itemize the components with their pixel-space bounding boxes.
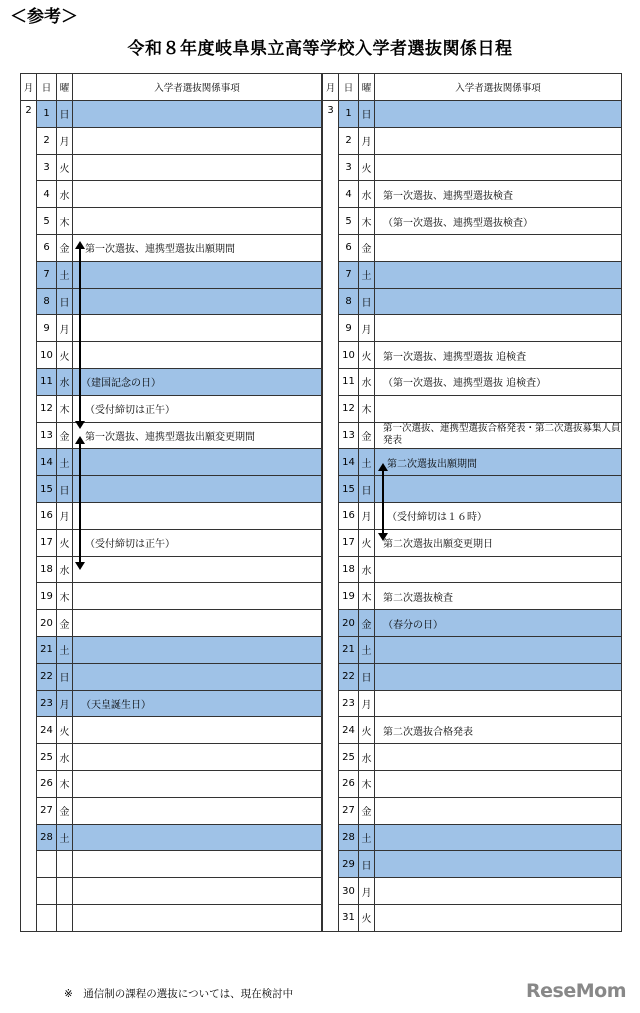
table-row <box>323 127 622 154</box>
month-cell: 3 <box>323 101 339 932</box>
day-cell: 4 <box>339 181 359 208</box>
day-cell: 18 <box>339 556 359 583</box>
day-cell: 9 <box>37 315 57 342</box>
table-row <box>21 770 322 797</box>
weekday-cell: 金 <box>57 234 73 261</box>
day-cell: 15 <box>37 476 57 503</box>
event-cell <box>375 154 622 181</box>
table-row <box>323 502 622 529</box>
weekday-cell: 水 <box>359 181 375 208</box>
event-cell: （受付締切は正午） <box>73 529 322 556</box>
weekday-cell: 日 <box>359 101 375 128</box>
day-cell: 14 <box>339 449 359 476</box>
weekday-cell: 水 <box>57 556 73 583</box>
weekday-cell: 水 <box>57 368 73 395</box>
table-row <box>21 529 322 556</box>
table-row <box>21 101 322 128</box>
day-header: 日 <box>37 74 57 101</box>
table-row <box>323 208 622 235</box>
event-cell: （受付締切は正午） <box>73 395 322 422</box>
event-cell: （第一次選抜、連携型選抜 追検査） <box>375 368 622 395</box>
march-schedule-table <box>322 73 622 932</box>
day-cell: 10 <box>339 342 359 369</box>
table-row <box>323 851 622 878</box>
weekday-cell: 水 <box>359 368 375 395</box>
day-cell: 12 <box>37 395 57 422</box>
month-header: 月 <box>21 74 37 101</box>
event-cell: 第二次選抜出願期間 <box>375 449 622 476</box>
table-row <box>21 663 322 690</box>
day-cell: 15 <box>339 476 359 503</box>
event-cell <box>73 904 322 931</box>
day-cell: 18 <box>37 556 57 583</box>
day-cell: 10 <box>37 342 57 369</box>
footnote: ※ 通信制の課程の選抜については、現在検討中 <box>64 988 294 1000</box>
weekday-cell: 日 <box>57 288 73 315</box>
weekday-cell: 木 <box>359 395 375 422</box>
table-row <box>323 261 622 288</box>
event-cell <box>375 234 622 261</box>
day-cell: 8 <box>339 288 359 315</box>
february-schedule-table <box>20 73 322 932</box>
table-row <box>323 636 622 663</box>
event-cell <box>73 770 322 797</box>
table-row <box>323 234 622 261</box>
table-row <box>21 476 322 503</box>
event-cell: 第一次選抜、連携型選抜 追検査 <box>375 342 622 369</box>
weekday-cell: 土 <box>359 636 375 663</box>
day-cell: 3 <box>37 154 57 181</box>
event-cell <box>375 476 622 503</box>
event-cell <box>73 127 322 154</box>
table-row <box>323 395 622 422</box>
day-cell: 23 <box>37 690 57 717</box>
event-cell: 第二次選抜検査 <box>375 583 622 610</box>
day-cell: 5 <box>37 208 57 235</box>
weekday-cell: 火 <box>57 342 73 369</box>
event-cell <box>73 476 322 503</box>
table-row <box>323 904 622 931</box>
day-cell <box>37 878 57 905</box>
weekday-cell: 日 <box>57 476 73 503</box>
table-row <box>323 342 622 369</box>
table-row <box>21 368 322 395</box>
weekday-cell: 火 <box>57 154 73 181</box>
day-cell: 12 <box>339 395 359 422</box>
day-cell <box>37 851 57 878</box>
weekday-cell: 月 <box>359 315 375 342</box>
resemom-logo: ReseMom <box>526 980 626 1002</box>
event-cell <box>375 824 622 851</box>
month-header: 月 <box>323 74 339 101</box>
event-cell <box>73 342 322 369</box>
weekday-cell: 水 <box>57 181 73 208</box>
weekday-cell <box>57 878 73 905</box>
event-cell <box>73 315 322 342</box>
day-cell: 16 <box>37 502 57 529</box>
weekday-cell: 木 <box>57 395 73 422</box>
day-cell: 20 <box>37 610 57 637</box>
day-cell: 23 <box>339 690 359 717</box>
event-cell: 第一次選抜、連携型選抜検査 <box>375 181 622 208</box>
day-cell: 26 <box>37 770 57 797</box>
feb-application-period-arrow <box>74 241 86 429</box>
table-row <box>21 315 322 342</box>
weekday-cell: 金 <box>57 610 73 637</box>
table-row <box>21 610 322 637</box>
table-row <box>323 315 622 342</box>
table-row <box>21 824 322 851</box>
day-cell: 11 <box>37 368 57 395</box>
weekday-cell: 土 <box>57 261 73 288</box>
weekday-cell: 火 <box>359 904 375 931</box>
weekday-cell: 木 <box>359 583 375 610</box>
weekday-cell: 土 <box>57 636 73 663</box>
day-cell: 24 <box>37 717 57 744</box>
day-cell: 7 <box>37 261 57 288</box>
event-cell: （春分の日） <box>375 610 622 637</box>
event-cell <box>73 717 322 744</box>
event-cell <box>375 744 622 771</box>
table-row <box>323 288 622 315</box>
event-cell <box>375 261 622 288</box>
table-row <box>21 395 322 422</box>
day-cell: 22 <box>339 663 359 690</box>
day-cell: 19 <box>339 583 359 610</box>
table-row <box>323 101 622 128</box>
table-row <box>21 449 322 476</box>
table-row <box>21 422 322 449</box>
day-cell: 7 <box>339 261 359 288</box>
event-cell <box>375 315 622 342</box>
weekday-cell: 月 <box>359 878 375 905</box>
weekday-cell: 土 <box>57 824 73 851</box>
event-cell <box>73 449 322 476</box>
day-cell: 3 <box>339 154 359 181</box>
weekday-cell: 日 <box>57 663 73 690</box>
table-row <box>21 261 322 288</box>
event-cell <box>375 690 622 717</box>
day-cell: 13 <box>37 422 57 449</box>
event-cell <box>375 904 622 931</box>
weekday-cell: 日 <box>359 288 375 315</box>
table-row <box>323 717 622 744</box>
event-cell: （第一次選抜、連携型選抜検査） <box>375 208 622 235</box>
weekday-header: 曜 <box>359 74 375 101</box>
event-cell <box>375 770 622 797</box>
event-cell <box>73 744 322 771</box>
event-cell <box>73 851 322 878</box>
day-cell: 17 <box>37 529 57 556</box>
table-row <box>21 288 322 315</box>
table-row <box>323 476 622 503</box>
day-cell: 22 <box>37 663 57 690</box>
weekday-cell: 火 <box>359 342 375 369</box>
weekday-cell <box>57 851 73 878</box>
table-row <box>323 690 622 717</box>
table-row <box>21 208 322 235</box>
event-cell <box>73 824 322 851</box>
day-cell: 14 <box>37 449 57 476</box>
weekday-cell: 木 <box>359 770 375 797</box>
day-cell: 31 <box>339 904 359 931</box>
day-cell <box>37 904 57 931</box>
event-cell: 第二次選抜合格発表 <box>375 717 622 744</box>
table-row <box>323 556 622 583</box>
day-cell: 6 <box>339 234 359 261</box>
day-cell: 9 <box>339 315 359 342</box>
event-cell <box>73 288 322 315</box>
weekday-cell: 日 <box>359 851 375 878</box>
event-cell <box>375 878 622 905</box>
day-cell: 11 <box>339 368 359 395</box>
weekday-cell: 火 <box>359 154 375 181</box>
event-cell <box>73 154 322 181</box>
day-cell: 27 <box>37 797 57 824</box>
weekday-cell: 火 <box>57 529 73 556</box>
weekday-cell: 月 <box>359 127 375 154</box>
event-cell <box>375 127 622 154</box>
event-cell <box>73 583 322 610</box>
day-cell: 21 <box>37 636 57 663</box>
weekday-cell: 月 <box>57 502 73 529</box>
day-cell: 16 <box>339 502 359 529</box>
table-row <box>323 422 622 449</box>
event-cell: 第二次選抜出願変更期日 <box>375 529 622 556</box>
weekday-cell: 月 <box>57 690 73 717</box>
table-row <box>323 797 622 824</box>
event-cell <box>73 502 322 529</box>
event-cell: 第一次選抜、連携型選抜合格発表・第二次選抜募集人員発表 <box>375 422 622 449</box>
weekday-cell: 日 <box>359 476 375 503</box>
day-cell: 2 <box>339 127 359 154</box>
day-header: 日 <box>339 74 359 101</box>
day-cell: 8 <box>37 288 57 315</box>
weekday-cell: 木 <box>359 208 375 235</box>
table-row <box>323 744 622 771</box>
event-cell: （建国記念の日） <box>73 368 322 395</box>
weekday-cell: 金 <box>57 797 73 824</box>
day-cell: 28 <box>339 824 359 851</box>
table-row <box>21 154 322 181</box>
day-cell: 13 <box>339 422 359 449</box>
weekday-cell: 金 <box>57 422 73 449</box>
day-cell: 1 <box>37 101 57 128</box>
table-row <box>21 744 322 771</box>
day-cell: 17 <box>339 529 359 556</box>
day-cell: 4 <box>37 181 57 208</box>
event-cell <box>73 797 322 824</box>
table-row <box>323 824 622 851</box>
table-row <box>21 878 322 905</box>
table-row <box>21 234 322 261</box>
feb-change-period-arrow <box>74 436 86 570</box>
event-cell <box>73 556 322 583</box>
weekday-cell: 土 <box>359 261 375 288</box>
day-cell: 25 <box>37 744 57 771</box>
mar-second-application-arrow <box>377 463 389 541</box>
table-row <box>323 610 622 637</box>
weekday-cell: 土 <box>57 449 73 476</box>
event-cell <box>73 610 322 637</box>
event-cell <box>73 101 322 128</box>
table-row <box>21 851 322 878</box>
event-cell <box>375 556 622 583</box>
table-row <box>323 529 622 556</box>
weekday-cell: 日 <box>57 101 73 128</box>
weekday-cell: 木 <box>57 770 73 797</box>
weekday-cell: 木 <box>57 208 73 235</box>
event-cell <box>375 797 622 824</box>
reference-label: ＜参考＞ <box>10 7 78 27</box>
day-cell: 6 <box>37 234 57 261</box>
table-row <box>21 690 322 717</box>
event-cell <box>375 663 622 690</box>
table-row <box>21 556 322 583</box>
day-cell: 2 <box>37 127 57 154</box>
event-cell <box>73 181 322 208</box>
table-row <box>21 342 322 369</box>
event-cell: 第一次選抜、連携型選抜出願期間 <box>73 234 322 261</box>
event-cell: 第一次選抜、連携型選抜出願変更期間 <box>73 422 322 449</box>
weekday-cell: 月 <box>359 690 375 717</box>
day-cell: 29 <box>339 851 359 878</box>
table-row <box>21 181 322 208</box>
weekday-cell: 火 <box>57 717 73 744</box>
day-cell: 30 <box>339 878 359 905</box>
table-row <box>323 449 622 476</box>
day-cell: 24 <box>339 717 359 744</box>
weekday-cell: 水 <box>57 744 73 771</box>
event-cell <box>73 663 322 690</box>
event-cell <box>73 208 322 235</box>
table-row <box>323 181 622 208</box>
event-cell <box>73 878 322 905</box>
weekday-cell: 土 <box>359 824 375 851</box>
day-cell: 25 <box>339 744 359 771</box>
weekday-cell: 水 <box>359 556 375 583</box>
weekday-cell: 金 <box>359 422 375 449</box>
table-row <box>323 770 622 797</box>
table-row <box>21 502 322 529</box>
day-cell: 5 <box>339 208 359 235</box>
weekday-cell: 金 <box>359 234 375 261</box>
table-row <box>21 904 322 931</box>
items-header: 入学者選抜関係事項 <box>73 74 322 101</box>
table-row <box>323 368 622 395</box>
day-cell: 19 <box>37 583 57 610</box>
weekday-cell: 金 <box>359 797 375 824</box>
event-cell <box>375 636 622 663</box>
weekday-cell: 水 <box>359 744 375 771</box>
table-row <box>21 797 322 824</box>
month-cell: 2 <box>21 101 37 932</box>
items-header: 入学者選抜関係事項 <box>375 74 622 101</box>
day-cell: 1 <box>339 101 359 128</box>
weekday-cell: 金 <box>359 610 375 637</box>
weekday-cell: 木 <box>57 583 73 610</box>
table-row <box>21 636 322 663</box>
table-row <box>323 583 622 610</box>
table-row <box>323 878 622 905</box>
weekday-cell: 火 <box>359 529 375 556</box>
event-cell: （受付締切は１６時） <box>375 502 622 529</box>
weekday-cell: 土 <box>359 449 375 476</box>
event-cell <box>375 395 622 422</box>
event-cell <box>73 261 322 288</box>
weekday-header: 曜 <box>57 74 73 101</box>
table-row <box>21 717 322 744</box>
table-row <box>323 154 622 181</box>
day-cell: 20 <box>339 610 359 637</box>
weekday-cell: 日 <box>359 663 375 690</box>
table-row <box>21 583 322 610</box>
weekday-cell: 月 <box>359 502 375 529</box>
table-row <box>21 127 322 154</box>
weekday-cell: 火 <box>359 717 375 744</box>
event-cell: （天皇誕生日） <box>73 690 322 717</box>
event-cell <box>375 101 622 128</box>
day-cell: 27 <box>339 797 359 824</box>
page-title: 令和８年度岐阜県立高等学校入学者選抜関係日程 <box>127 39 513 59</box>
day-cell: 21 <box>339 636 359 663</box>
event-cell <box>375 851 622 878</box>
weekday-cell: 月 <box>57 127 73 154</box>
day-cell: 26 <box>339 770 359 797</box>
weekday-cell: 月 <box>57 315 73 342</box>
weekday-cell <box>57 904 73 931</box>
day-cell: 28 <box>37 824 57 851</box>
event-cell <box>73 636 322 663</box>
table-row <box>323 663 622 690</box>
event-cell <box>375 288 622 315</box>
